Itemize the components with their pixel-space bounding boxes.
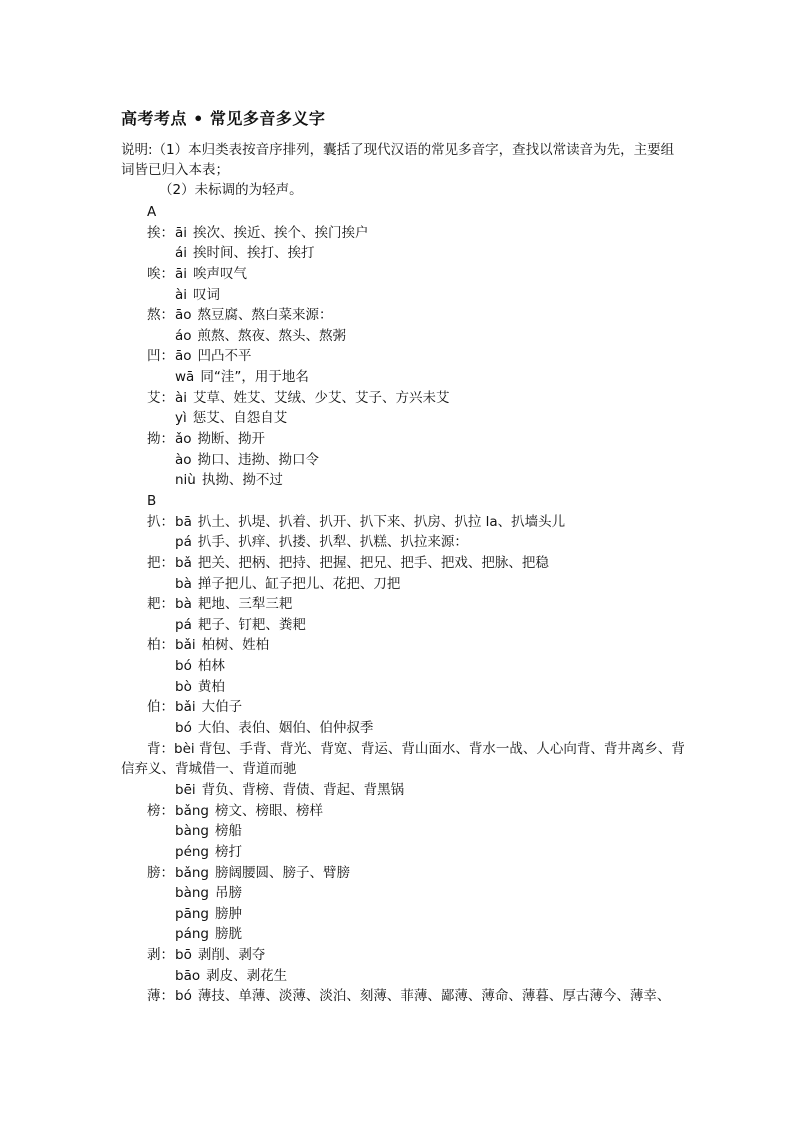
indent-spacer <box>121 677 147 698</box>
entry <box>121 388 691 429</box>
entry-char: 柏： <box>147 637 174 654</box>
entry-char <box>147 532 175 553</box>
reading-pinyin: ái <box>175 245 188 262</box>
reading-words: 耙地、三犁三耙 <box>197 596 293 613</box>
entry <box>121 346 691 387</box>
entry-char: 伯： <box>147 699 174 716</box>
entry <box>121 635 691 697</box>
entry-char: 挨： <box>147 224 174 241</box>
entry-char: 扒： <box>147 513 174 530</box>
indent-spacer <box>121 635 147 656</box>
reading-words: 榜文、榜眼、榜样 <box>214 802 323 819</box>
entry <box>121 863 691 946</box>
reading-words: 叹词 <box>193 286 221 303</box>
reading-pinyin: áo <box>175 327 192 344</box>
note-2: （2）未标调的为轻声。 <box>159 182 303 198</box>
entry-line <box>121 223 691 244</box>
entry <box>121 429 691 491</box>
entry-char <box>147 904 175 925</box>
reading-pinyin: bǎi <box>175 637 196 654</box>
entry-char <box>147 326 175 347</box>
entry-line <box>121 470 691 491</box>
entry-char: 艾： <box>147 389 174 406</box>
entry-char <box>147 966 175 987</box>
entry-line <box>121 594 691 615</box>
entry-line <box>121 697 691 718</box>
entry-char <box>147 842 175 863</box>
reading-pinyin: bàng <box>175 823 209 840</box>
entry <box>121 986 691 1007</box>
reading-words: 扒土、扒堤、扒着、扒开、扒下来、扒房、扒拉 la、扒墙头儿 <box>197 513 566 530</box>
reading-pinyin: āo <box>175 307 192 324</box>
indent-spacer <box>121 512 147 533</box>
reading-words: 唉声叹气 <box>193 265 248 282</box>
reading-pinyin: āo <box>175 348 192 365</box>
entry-line <box>121 821 691 842</box>
reading-words: 惩艾、自怨自艾 <box>192 410 288 427</box>
reading-pinyin: bāo <box>175 967 201 984</box>
entry-line <box>121 883 691 904</box>
indent-spacer <box>121 346 147 367</box>
entry-char: 背： <box>147 740 174 757</box>
entry-char <box>147 470 175 491</box>
entry-char: 耙： <box>147 596 174 613</box>
indent-spacer <box>121 615 147 636</box>
indent-spacer <box>121 697 147 718</box>
entry-line <box>121 346 691 367</box>
entry-char <box>147 924 175 945</box>
entry-line <box>121 429 691 450</box>
entry-char: 拗： <box>147 431 174 448</box>
indent-spacer <box>121 532 147 553</box>
entry-line <box>121 264 691 285</box>
reading-words: 把关、把柄、把持、把握、把兄、把手、把戏、把脉、把稳 <box>197 554 549 571</box>
indent-spacer <box>121 718 147 739</box>
reading-pinyin: bó <box>175 658 192 675</box>
entry-char <box>147 615 175 636</box>
reading-pinyin: bēi <box>175 781 196 798</box>
reading-pinyin: āi <box>175 224 188 241</box>
entry-char <box>147 677 175 698</box>
indent-spacer <box>121 450 147 471</box>
reading-words: 挨次、挨近、挨个、挨门挨户 <box>193 224 369 241</box>
reading-words: 榜打 <box>215 843 243 860</box>
entry-line <box>121 615 691 636</box>
reading-words: 吊膀 <box>214 885 242 902</box>
entry-char: 凹： <box>147 348 174 365</box>
entry-line <box>121 243 691 264</box>
entry-char: 膀： <box>147 864 174 881</box>
reading-pinyin: bā <box>175 513 192 530</box>
reading-words: 大伯子 <box>201 699 243 716</box>
reading-words: 黄柏 <box>197 678 225 695</box>
reading-words: 执拗、拗不过 <box>201 472 283 489</box>
reading-pinyin: bǎng <box>175 864 209 881</box>
indent-spacer <box>121 594 147 615</box>
indent-spacer <box>121 945 147 966</box>
indent-spacer <box>121 883 147 904</box>
reading-words: 背包、手背、背光、背宽、背运、背山面水、背水一战、人心向背、背井离乡、背信弃义、背城借一、背道而驰 <box>121 740 685 778</box>
entry-line <box>121 574 691 595</box>
entry-line <box>121 677 691 698</box>
indent-spacer <box>121 367 147 388</box>
indent-spacer <box>121 326 147 347</box>
reading-pinyin: bó <box>175 988 192 1005</box>
reading-pinyin: pá <box>175 534 192 551</box>
reading-words: 膀肿 <box>214 905 242 922</box>
entry-line <box>121 863 691 884</box>
entry-line <box>121 367 691 388</box>
indent-spacer <box>121 553 147 574</box>
entry-line <box>121 512 691 533</box>
reading-words: 艾草、姓艾、艾绒、少艾、艾子、方兴未艾 <box>193 389 450 406</box>
reading-words: 掸子把儿、缸子把儿、花把、刀把 <box>197 575 401 592</box>
indent-spacer <box>121 904 147 925</box>
reading-pinyin: bèi <box>174 740 199 757</box>
reading-words: 背负、背榜、背债、背起、背黑锅 <box>201 781 405 798</box>
reading-pinyin: bó <box>175 720 192 737</box>
reading-words: 大伯、表伯、姻伯、伯仲叔季 <box>197 720 374 737</box>
entry-line-long <box>121 739 691 780</box>
entry-line <box>121 780 691 801</box>
reading-words: 耙子、钉耙、粪耙 <box>197 616 306 633</box>
indent-spacer <box>121 470 147 491</box>
indent-spacer <box>121 966 147 987</box>
indent-spacer <box>121 388 147 409</box>
reading-pinyin: páng <box>175 926 209 943</box>
entry <box>121 553 691 594</box>
entry-line <box>121 656 691 677</box>
reading-pinyin: bà <box>175 575 192 592</box>
reading-words: 膀阔腰圆、膀子、臂膀 <box>214 864 350 881</box>
entry-line <box>121 326 691 347</box>
indent-spacer <box>121 243 147 264</box>
indent-spacer <box>121 656 147 677</box>
entry-line <box>121 408 691 429</box>
indent-spacer <box>121 780 147 801</box>
entry-char <box>147 367 175 388</box>
reading-words: 榜船 <box>214 823 242 840</box>
entry-line <box>121 801 691 822</box>
reading-words: 薄技、单薄、淡薄、淡泊、刻薄、菲薄、鄙薄、薄命、薄暮、厚古薄今、薄幸、 <box>197 988 671 1005</box>
entry-line <box>121 904 691 925</box>
indent-spacer <box>121 801 147 822</box>
entry-line <box>121 285 691 306</box>
reading-words: 熬豆腐、熬白菜来源： <box>197 307 333 324</box>
reading-words: 拗断、拗开 <box>197 431 266 448</box>
reading-words: 柏林 <box>197 658 225 675</box>
reading-words: 凹凸不平 <box>197 348 252 365</box>
reading-words: 剥削、剥夺 <box>197 947 266 964</box>
reading-words: 扒手、扒痒、扒搂、扒犁、扒糕、扒拉来源： <box>197 534 468 551</box>
entry <box>121 264 691 305</box>
reading-words: 同“洼”，用于地名 <box>200 369 309 386</box>
entry-char <box>147 285 175 306</box>
entry <box>121 594 691 635</box>
entry-line <box>121 450 691 471</box>
entry-char <box>147 450 175 471</box>
reading-words: 柏树、姓柏 <box>201 637 270 654</box>
reading-pinyin: ài <box>175 286 188 303</box>
entry-line <box>121 532 691 553</box>
entry-line <box>121 553 691 574</box>
entry-char <box>147 883 175 904</box>
reading-words: 拗口、违拗、拗口令 <box>197 451 320 468</box>
entry-line <box>121 945 691 966</box>
reading-pinyin: bǎ <box>175 554 192 571</box>
reading-pinyin: pá <box>175 616 192 633</box>
entry-char <box>147 243 175 264</box>
entry-line <box>121 305 691 326</box>
entry-char <box>147 656 175 677</box>
reading-pinyin: bǎng <box>175 802 209 819</box>
notes <box>121 140 681 200</box>
entry-line <box>121 966 691 987</box>
reading-words: 膀胱 <box>214 926 242 943</box>
reading-pinyin: ǎo <box>175 431 192 448</box>
entry-char <box>147 780 175 801</box>
indent-spacer <box>121 842 147 863</box>
reading-pinyin: bǎi <box>175 699 196 716</box>
reading-words: 煎熬、熬夜、熬头、熬粥 <box>197 327 347 344</box>
entry <box>121 512 691 553</box>
entry-line <box>121 986 691 1007</box>
reading-pinyin: bō <box>175 947 192 964</box>
entry-char <box>147 574 175 595</box>
entry-char: 剥： <box>147 947 174 964</box>
section-letter: A <box>147 204 157 220</box>
reading-pinyin: bàng <box>175 885 209 902</box>
entry-line <box>121 718 691 739</box>
reading-pinyin: wā <box>175 369 195 386</box>
reading-pinyin: pāng <box>175 905 209 922</box>
indent-spacer <box>121 305 147 326</box>
entry-line <box>121 924 691 945</box>
entry-char <box>147 408 175 429</box>
entry-char: 薄： <box>147 988 174 1005</box>
reading-pinyin: yì <box>175 410 187 427</box>
reading-words: 剥皮、剥花生 <box>206 967 288 984</box>
entry-line <box>121 842 691 863</box>
entry-list <box>121 202 691 1007</box>
entry-char <box>147 718 175 739</box>
indent-spacer <box>121 264 147 285</box>
entry <box>121 223 691 264</box>
entry-line <box>121 635 691 656</box>
section-letter: B <box>147 492 157 509</box>
entry <box>121 739 691 801</box>
indent-spacer <box>121 863 147 884</box>
entry-line <box>121 388 691 409</box>
reading-pinyin: péng <box>175 843 210 860</box>
entry-char: 唉： <box>147 265 174 282</box>
entry-char: 榜： <box>147 802 174 819</box>
indent-spacer <box>121 821 147 842</box>
page-title: 高考考点 • 常见多音多义字 <box>121 109 326 128</box>
indent-spacer <box>121 574 147 595</box>
entry-char: 把： <box>147 554 174 571</box>
indent-spacer <box>121 408 147 429</box>
entry <box>121 697 691 738</box>
entry-char: 熬： <box>147 307 174 324</box>
entry <box>121 945 691 986</box>
indent-spacer <box>121 924 147 945</box>
reading-words: 挨时间、挨打、挨打 <box>193 245 315 262</box>
entry-char <box>147 821 175 842</box>
reading-pinyin: bò <box>175 678 192 695</box>
reading-pinyin: niù <box>175 472 196 489</box>
indent-spacer <box>121 429 147 450</box>
indent-spacer <box>121 285 147 306</box>
note-1: 说明:（1）本归类表按音序排列，囊括了现代汉语的常见多音字，查找以常读音为先，主要组词皆已归入本表； <box>121 142 675 178</box>
reading-pinyin: ài <box>175 389 188 406</box>
indent-spacer <box>121 986 147 1007</box>
indent-spacer <box>121 223 147 244</box>
reading-pinyin: ào <box>175 451 192 468</box>
reading-pinyin: āi <box>175 265 188 282</box>
entry <box>121 801 691 863</box>
reading-pinyin: bà <box>175 596 192 613</box>
entry <box>121 305 691 346</box>
